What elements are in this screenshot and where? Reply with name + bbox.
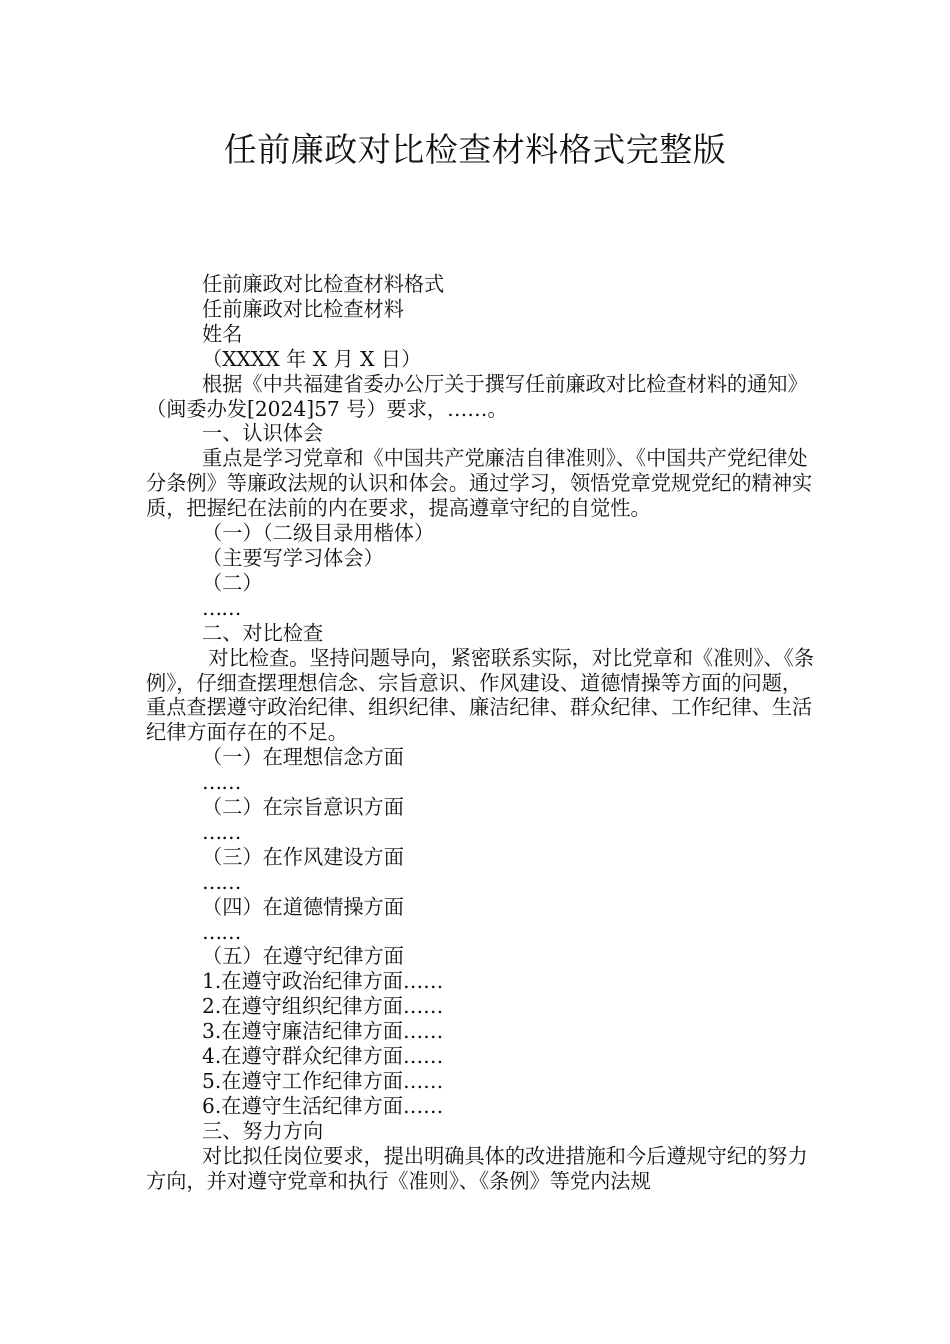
section2-heading: 二、对比检查	[202, 620, 324, 645]
section3-body: 对比拟任岗位要求，提出明确具体的改进措施和今后遵规守纪的努力方向，并对遵守党章和执行《准则》、《条例》等党内法规	[146, 1143, 808, 1193]
discipline-item: 2.在遵守组织纪律方面……	[202, 994, 444, 1019]
subsection-heading: （二）在宗旨意识方面	[202, 795, 404, 820]
section2-body: 对比检查。坚持问题导向，紧密联系实际，对比党章和《准则》、《条例》，仔细查摆理想信念、宗旨意识、作风建设、道德情操等方面的问题，重点查摆遵守政治纪律、组织纪律、廉洁纪律、群众纪律、工作纪律、生活纪律方面存在的不足。	[146, 645, 815, 745]
section1-heading: 一、认识体会	[202, 421, 324, 446]
section1-body: 重点是学习党章和《中国共产党廉洁自律准则》、《中国共产党纪律处分条例》等廉政法规的认识和体会。通过学习，领悟党章党规党纪的精神实质，把握纪在法前的内在要求，提高遵章守纪的自觉性。	[146, 446, 813, 521]
subsection-heading: （四）在道德情操方面	[202, 894, 404, 919]
intro-paragraph: 根据《中共福建省委办公厅关于撰写任前廉政对比检查材料的通知》（闽委办发[2024]57 号）要求，……。	[146, 371, 808, 421]
section1-item: （主要写学习体会）	[202, 545, 384, 570]
discipline-item: 3.在遵守廉洁纪律方面……	[202, 1019, 444, 1044]
document-body	[146, 272, 822, 1194]
document-title: 任前廉政对比检查材料格式完整版	[223, 130, 727, 169]
subsection-content: ……	[202, 819, 241, 844]
section1-item: （一）（二级目录用楷体）	[202, 521, 435, 546]
discipline-item: 5.在遵守工作纪律方面……	[202, 1069, 444, 1093]
section1-item: （二）	[202, 570, 263, 595]
subsection-content: ……	[202, 770, 241, 795]
subsection-heading: （一）在理想信念方面	[202, 745, 404, 770]
discipline-item: 6.在遵守生活纪律方面……	[202, 1093, 444, 1118]
section3-heading: 三、努力方向	[202, 1118, 324, 1143]
line-name: 姓名	[202, 321, 243, 346]
line-material-title: 任前廉政对比检查材料	[202, 296, 404, 321]
subsection-heading: （五）在遵守纪律方面	[202, 944, 404, 969]
line-date: （XXXX 年 X 月 X 日）	[202, 346, 422, 371]
section1-ellipsis: ……	[202, 595, 241, 620]
discipline-item: 4.在遵守群众纪律方面……	[202, 1044, 444, 1069]
subsection-content: ……	[202, 919, 241, 944]
subsection-heading: （三）在作风建设方面	[202, 844, 404, 869]
line-subtitle: 任前廉政对比检查材料格式	[202, 272, 445, 296]
subsection-content: ……	[202, 869, 241, 894]
discipline-item: 1.在遵守政治纪律方面……	[202, 969, 444, 994]
